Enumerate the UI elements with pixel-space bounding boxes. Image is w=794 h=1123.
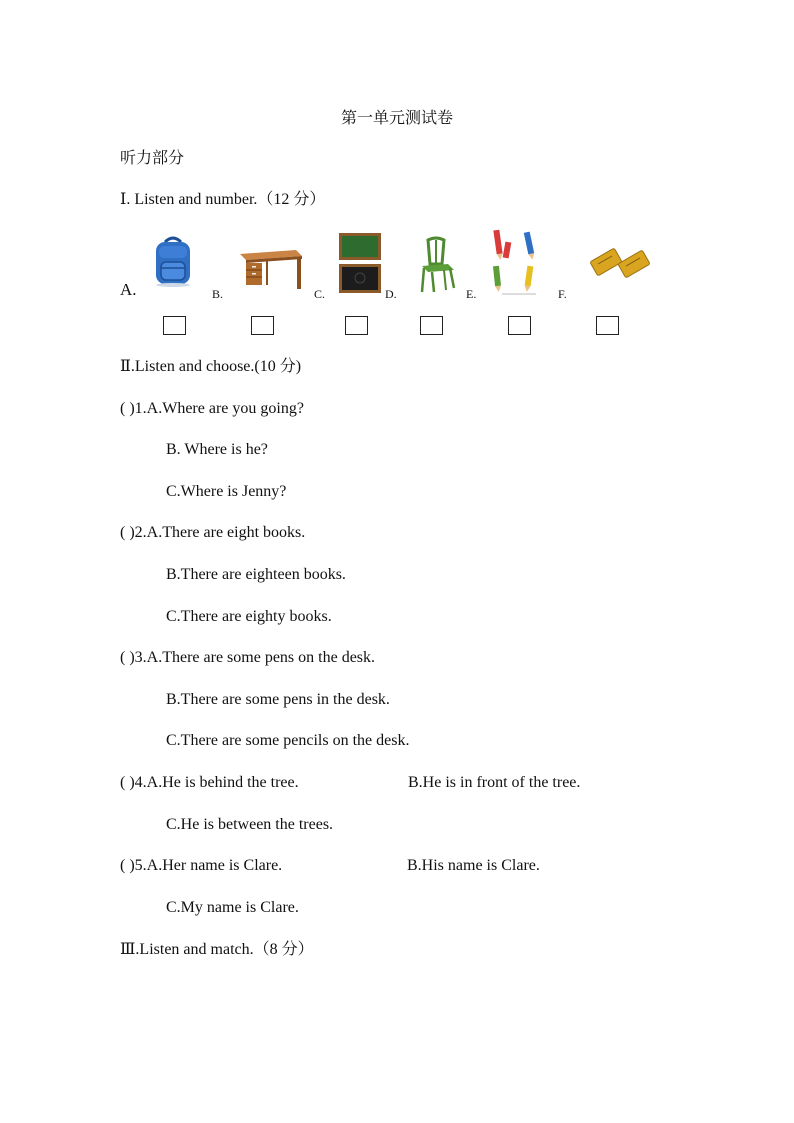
chair-icon xyxy=(414,236,460,294)
q2-option-a: ( )2.A.There are eight books. xyxy=(120,524,306,541)
q3-option-c: C.There are some pencils on the desk. xyxy=(166,732,410,749)
answer-box-b[interactable] xyxy=(251,316,274,335)
q1-option-c: C.Where is Jenny? xyxy=(166,483,287,500)
option-label-a: A. xyxy=(120,280,137,299)
option-label-c: C. xyxy=(314,287,326,301)
listening-heading: 听力部分 xyxy=(120,148,185,167)
section-2-heading: Ⅱ.Listen and choose.(10 分) xyxy=(120,358,302,375)
answer-box-f[interactable] xyxy=(596,316,619,335)
q2-option-b: B.There are eighteen books. xyxy=(166,566,346,583)
q3-option-b: B.There are some pens in the desk. xyxy=(166,691,390,708)
section-1-heading: Ⅰ. Listen and number.（12 分） xyxy=(120,191,326,208)
answer-box-d[interactable] xyxy=(420,316,443,335)
q1-option-b: B. Where is he? xyxy=(166,441,268,458)
desk-icon xyxy=(238,248,304,292)
answer-box-c[interactable] xyxy=(345,316,368,335)
option-label-f: F. xyxy=(558,287,567,301)
q1-option-a: ( )1.A.Where are you going? xyxy=(120,400,304,417)
q4-option-b: B.He is in front of the tree. xyxy=(408,774,581,791)
q2-option-c: C.There are eighty books. xyxy=(166,608,332,625)
option-label-b: B. xyxy=(212,287,224,301)
pencils-icon xyxy=(490,228,544,296)
q5-option-b: B.His name is Clare. xyxy=(407,857,540,874)
answer-box-e[interactable] xyxy=(508,316,531,335)
option-label-e: E. xyxy=(466,287,477,301)
q4-option-c: C.He is between the trees. xyxy=(166,816,334,833)
q5-option-a: ( )5.A.Her name is Clare. xyxy=(120,857,283,874)
answer-box-a[interactable] xyxy=(163,316,186,335)
section-3-heading: Ⅲ.Listen and match.（8 分） xyxy=(120,941,314,958)
q3-option-a: ( )3.A.There are some pens on the desk. xyxy=(120,649,376,666)
blackboard-icon xyxy=(338,232,382,294)
erasers-icon xyxy=(588,244,654,282)
backpack-icon xyxy=(148,234,198,288)
q4-option-a: ( )4.A.He is behind the tree. xyxy=(120,774,299,791)
option-label-d: D. xyxy=(385,287,397,301)
q5-option-c: C.My name is Clare. xyxy=(166,899,299,916)
page-title: 第一单元测试卷 xyxy=(340,108,453,127)
